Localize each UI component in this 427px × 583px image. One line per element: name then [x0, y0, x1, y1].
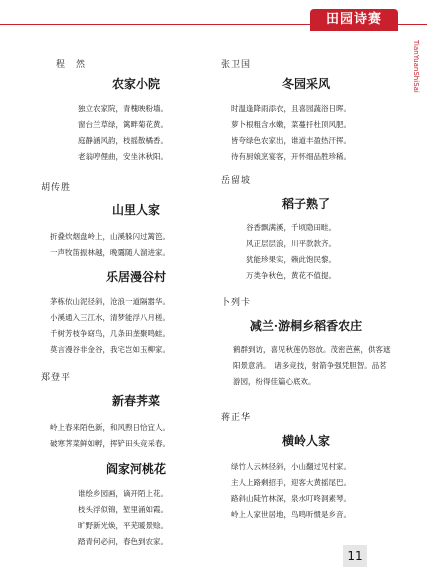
- poem-body: [50, 229, 170, 261]
- verse-line: 独立农家院，青槐映粉墙。: [78, 104, 168, 113]
- section-side-label: TianYuanShiSai: [412, 40, 420, 93]
- poem-title: 横岭人家: [281, 434, 330, 448]
- verse-line: 鹤群到访，喜见秋莲仍怒放。茂密芭蕉，供客遮阳景意消。 诸多竞技，射箭争强凭胆智。品茗游园，纷得佳篇心底欢。: [233, 345, 391, 386]
- verse-line: 老翁哼俚曲，安坐沐秋阳。: [78, 152, 168, 161]
- verse-line: 绿竹人云林径斜，小山翻过见村家。: [231, 462, 351, 471]
- verse-line: 待有厨娘烹宴客，开怀细品胜珍稀。: [231, 152, 351, 161]
- poem-body: [78, 486, 168, 550]
- verse-line: 主人上路剩招手，迎客大黄摇尾巴。: [231, 478, 351, 487]
- verse-line: 千树芳枝争窈鸟，几条田垄聚鸣蛙。: [50, 329, 170, 338]
- verse-line: 折叠炊烟盘岭上，山溪躲闪过篱笆。: [50, 232, 170, 241]
- poem-author: 张卫国: [221, 60, 252, 70]
- verse-line: 萝卜根粗含水嫩，菜蔓扦杜顶风肥。: [231, 120, 351, 129]
- verse-line: 窗台兰草绿，篱畔菊花黄。: [78, 120, 168, 129]
- verse-line: 皆夸绿色农家出，谁道丰盈热汗挥。: [231, 136, 351, 145]
- poem-author: 岳留坡: [221, 176, 252, 186]
- verse-line: 风正层层浪，川平款款齐。: [246, 239, 336, 248]
- verse-line: 岭上春来陌色新，和风煦日恰宜人。: [50, 423, 170, 432]
- verse-line: 一声牧笛振林越，晚霭随人溜进家。: [50, 248, 170, 257]
- verse-line: 时温逢降雨添衣，且喜园蔬浴日晖。: [231, 104, 351, 113]
- verse-line: 谷香飘满溪，千顷隐田畦。: [246, 223, 336, 232]
- verse-line: 岭上人家世居地，鸟鸣听惯是乡音。: [231, 510, 351, 519]
- verse-line: 小溪通入三江水，清梦能浮八月槎。: [50, 313, 170, 322]
- poem-title: 冬园采风: [281, 77, 330, 91]
- verse-line: 庭静涵风韵，枝摇散橘香。: [78, 136, 168, 145]
- poem-title: 阎家河桃花: [105, 462, 166, 476]
- poem-author: 蒋正华: [221, 413, 252, 423]
- verse-line: 犹能珍果实，赖此饱民黎。: [246, 255, 336, 264]
- poem-title: 稻子熟了: [281, 197, 330, 211]
- section-header: 田园诗赛: [310, 9, 398, 31]
- poem-body: [78, 101, 168, 165]
- poem-body: [231, 101, 351, 165]
- verse-line: 路斜山陡竹林深，泉水叮咚洞素琴。: [231, 494, 351, 503]
- poem-author: 胡传胜: [41, 183, 72, 193]
- verse-line: 旷野新光焕，平芜暖景赊。: [78, 521, 168, 530]
- verse-line: 莫言漫谷非金谷，我宅岂如玉柳家。: [50, 345, 170, 354]
- verse-line: 万类争秋色，黄花不值提。: [246, 271, 336, 280]
- poem-body: [50, 420, 170, 452]
- verse-line: 踏青何必问，春色到农家。: [78, 537, 168, 546]
- verse-line: 枝头浮似锦，堑里涌如霞。: [78, 505, 168, 514]
- poem-title: 乐居漫谷村: [105, 270, 166, 284]
- verse-line: 茅栋依山泥径斜，沧浪一道隔嚣华。: [50, 297, 170, 306]
- poem-title: 新春荠菜: [111, 394, 160, 408]
- verse-line: 破寒荠菜鲜如孵，挥铲田头竞采春。: [50, 439, 170, 448]
- poem-body: [233, 342, 393, 390]
- poem-title: 减兰·游桐乡稻香农庄: [249, 319, 363, 333]
- poem-body: [246, 220, 336, 284]
- poem-title: 农家小院: [111, 77, 160, 91]
- poem-author: 卜列卡: [221, 298, 252, 308]
- poem-title: 山里人家: [111, 203, 160, 217]
- poem-author: 程 然: [56, 60, 87, 70]
- poem-body: [231, 459, 351, 523]
- verse-line: 谁绘乡园画，谪开陌上花。: [78, 489, 168, 498]
- page-number: 11: [343, 545, 367, 567]
- poem-body: [50, 294, 170, 358]
- poem-author: 郑登平: [41, 373, 72, 383]
